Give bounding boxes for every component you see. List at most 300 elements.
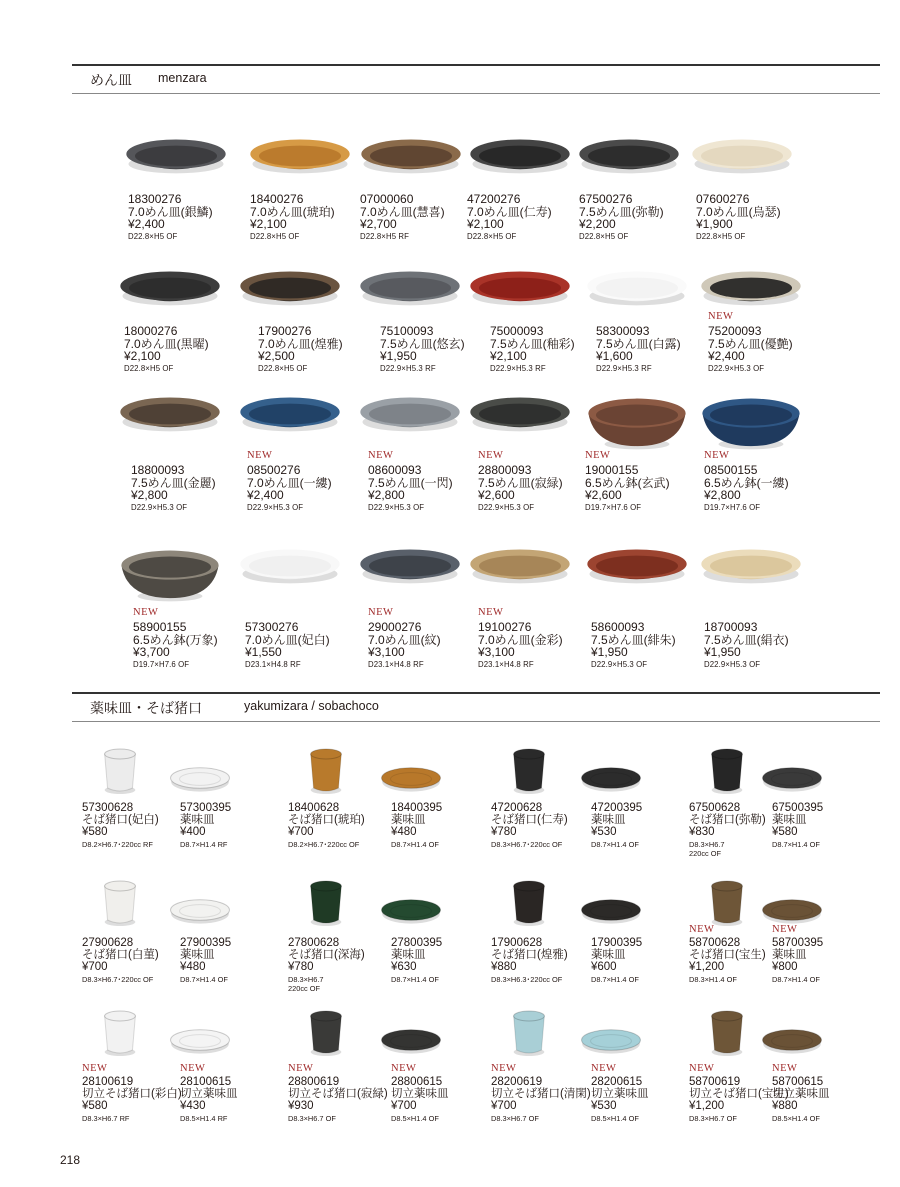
header-rule xyxy=(72,93,880,94)
product-card xyxy=(82,1010,182,1125)
product-dim: D8.5×H1.4 OF xyxy=(391,1114,439,1124)
product-price: ¥430 xyxy=(180,1100,206,1113)
product-code: 27900628 xyxy=(82,937,134,949)
product-info xyxy=(391,937,442,984)
dish-image xyxy=(379,894,443,930)
product-name: 切立薬味皿 xyxy=(772,1088,830,1101)
product-name: 7.5めん皿(白露) xyxy=(596,336,681,351)
product-info xyxy=(368,464,453,512)
product-card xyxy=(491,1010,591,1125)
cup-image xyxy=(505,880,553,930)
product-code: 58900155 xyxy=(133,620,187,634)
section-title-en: yakumizara / sobachoco xyxy=(244,699,379,713)
product-name: 7.0めん皿(烏瑟) xyxy=(696,204,781,219)
product-code: 08600093 xyxy=(368,463,422,477)
product-code: 28800093 xyxy=(478,463,532,477)
product-card xyxy=(288,1010,388,1125)
product-dim: D22.9×H5.3 OF xyxy=(704,659,761,669)
plate-image xyxy=(236,540,356,610)
product-name: 薬味皿 xyxy=(391,949,426,962)
product-info xyxy=(288,1076,388,1123)
product-price: ¥530 xyxy=(591,826,617,839)
plate-image xyxy=(575,130,695,200)
product-dim: D23.1×H4.8 RF xyxy=(245,659,301,669)
product-code: 18400395 xyxy=(391,802,443,814)
cup-image xyxy=(302,1010,350,1060)
product-price: ¥2,400 xyxy=(128,217,165,232)
product-info xyxy=(467,193,552,241)
product-dim: D19.7×H7.6 OF xyxy=(585,502,642,512)
new-badge: NEW xyxy=(591,1063,617,1074)
product-info xyxy=(391,1076,449,1123)
product-code: 17900276 xyxy=(258,324,312,338)
new-badge: NEW xyxy=(704,450,730,461)
product-name: 7.0めん皿(黒曜) xyxy=(124,336,209,351)
product-dim: D8.7×H1.4 OF xyxy=(591,975,639,985)
product-dim: D22.9×H5.3 RF xyxy=(490,363,546,373)
product-dim: D8.3×H6.7 RF xyxy=(82,1114,130,1124)
product-card xyxy=(236,388,376,548)
product-dim: D8.3×H6.7 OF xyxy=(689,1114,737,1124)
page-number: 218 xyxy=(60,1153,81,1167)
product-price: ¥880 xyxy=(772,1100,798,1113)
product-code: 58300093 xyxy=(596,324,650,338)
product-info xyxy=(368,621,441,669)
plate-image xyxy=(356,540,476,610)
product-code: 58700619 xyxy=(689,1076,741,1088)
product-price: ¥480 xyxy=(391,826,417,839)
header-rule xyxy=(72,64,880,66)
product-name: 7.5めん皿(絹衣) xyxy=(704,632,789,647)
product-card xyxy=(180,1010,280,1125)
product-price: ¥700 xyxy=(491,1100,517,1113)
product-dim: D22.8×H5 OF xyxy=(467,231,517,241)
bowl-image xyxy=(697,388,817,458)
product-card xyxy=(391,748,491,863)
product-price: ¥1,950 xyxy=(591,645,628,660)
product-info xyxy=(491,937,568,984)
product-price: ¥2,100 xyxy=(124,349,161,364)
product-dim: D8.7×H1.4 OF xyxy=(772,975,820,985)
product-info xyxy=(128,193,213,241)
product-info xyxy=(131,464,216,512)
product-price: ¥2,700 xyxy=(360,217,397,232)
product-code: 75000093 xyxy=(490,324,544,338)
dish-image xyxy=(579,1024,643,1060)
new-badge: NEW xyxy=(689,924,715,935)
product-name: 切立そば猪口(彩白) xyxy=(82,1088,182,1101)
product-dim: D22.9×H5.3 OF xyxy=(131,502,188,512)
product-info xyxy=(82,802,159,849)
product-dim: D22.9×H5.3 OF xyxy=(368,502,425,512)
product-code: 28100619 xyxy=(82,1076,134,1088)
product-name: 7.5めん皿(優艶) xyxy=(708,336,793,351)
product-dim: D8.7×H1.4 OF xyxy=(180,975,228,985)
dish-image xyxy=(168,762,232,798)
product-code: 17900628 xyxy=(491,937,543,949)
product-card xyxy=(697,388,837,548)
product-dim: D8.2×H6.7･220cc OF xyxy=(288,840,360,850)
plate-image xyxy=(697,540,817,610)
product-info xyxy=(591,1076,649,1123)
product-dim: D8.3×H6.7･220cc OF xyxy=(491,840,563,850)
product-name: そば猪口(仁寿) xyxy=(491,814,568,827)
product-name: 薬味皿 xyxy=(591,949,626,962)
product-dim: D8.3×H6.7 220cc OF xyxy=(689,840,725,859)
product-info xyxy=(82,937,159,984)
product-code: 47200395 xyxy=(591,802,643,814)
product-code: 75100093 xyxy=(380,324,434,338)
product-price: ¥630 xyxy=(391,961,417,974)
product-price: ¥2,800 xyxy=(131,488,168,503)
product-price: ¥1,200 xyxy=(689,961,725,974)
new-badge: NEW xyxy=(368,450,394,461)
product-name: そば猪口(煌雅) xyxy=(491,949,568,962)
product-name: 7.0めん皿(琥珀) xyxy=(250,204,335,219)
plate-image xyxy=(116,388,236,458)
product-info xyxy=(247,464,332,512)
product-name: 切立そば猪口(寂緑) xyxy=(288,1088,388,1101)
cup-image xyxy=(703,880,751,930)
product-code: 27800628 xyxy=(288,937,340,949)
product-info xyxy=(708,325,793,373)
product-dim: D22.9×H5.3 OF xyxy=(591,659,648,669)
product-card xyxy=(82,880,182,995)
product-dim: D8.3×H6.7 OF xyxy=(288,1114,336,1124)
product-price: ¥580 xyxy=(82,1100,108,1113)
product-price: ¥700 xyxy=(391,1100,417,1113)
product-name: 7.0めん皿(慧喜) xyxy=(360,204,445,219)
product-price: ¥2,400 xyxy=(247,488,284,503)
cup-image xyxy=(96,748,144,798)
cup-image xyxy=(505,748,553,798)
product-name: 切立薬味皿 xyxy=(180,1088,238,1101)
product-name: 6.5めん鉢(万象) xyxy=(133,632,218,647)
product-name: 薬味皿 xyxy=(772,949,807,962)
product-name: 6.5めん鉢(一縷) xyxy=(704,475,789,490)
product-code: 18000276 xyxy=(124,324,178,338)
product-dim: D8.3×H6.7･220cc OF xyxy=(82,975,154,985)
product-dim: D8.5×H1.4 OF xyxy=(772,1114,820,1124)
plate-image xyxy=(357,130,477,200)
product-price: ¥2,100 xyxy=(250,217,287,232)
product-code: 58700615 xyxy=(772,1076,824,1088)
product-code: 08500155 xyxy=(704,463,758,477)
product-info xyxy=(180,802,231,849)
product-price: ¥780 xyxy=(491,826,517,839)
product-info xyxy=(478,621,563,669)
product-code: 28800615 xyxy=(391,1076,443,1088)
product-dim: D22.8×H5 OF xyxy=(124,363,174,373)
product-dim: D8.7×H1.4 OF xyxy=(772,840,820,850)
cup-image xyxy=(96,880,144,930)
product-info xyxy=(490,325,575,373)
product-dim: D22.8×H5 OF xyxy=(250,231,300,241)
plate-image xyxy=(116,262,236,332)
product-code: 18800093 xyxy=(131,463,185,477)
product-code: 28200615 xyxy=(591,1076,643,1088)
section-title-jp: めん皿 xyxy=(90,73,132,89)
product-price: ¥880 xyxy=(491,961,517,974)
product-price: ¥930 xyxy=(288,1100,314,1113)
product-code: 07000060 xyxy=(360,192,414,206)
product-info xyxy=(696,193,781,241)
product-dim: D8.7×H1.4 OF xyxy=(391,975,439,985)
product-price: ¥1,200 xyxy=(689,1100,725,1113)
product-info xyxy=(591,802,642,849)
product-name: 切立そば猪口(清閑) xyxy=(491,1088,591,1101)
product-name: 薬味皿 xyxy=(180,949,215,962)
product-info xyxy=(596,325,681,373)
product-name: 7.5めん皿(寂緑) xyxy=(478,475,563,490)
new-badge: NEW xyxy=(491,1063,517,1074)
product-dim: D8.7×H1.4 OF xyxy=(591,840,639,850)
product-info xyxy=(591,621,676,669)
product-card xyxy=(391,1010,491,1125)
product-price: ¥2,600 xyxy=(478,488,515,503)
bowl-image xyxy=(583,388,703,458)
product-price: ¥580 xyxy=(772,826,798,839)
new-badge: NEW xyxy=(772,1063,798,1074)
product-code: 58600093 xyxy=(591,620,645,634)
new-badge: NEW xyxy=(772,924,798,935)
product-code: 07600276 xyxy=(696,192,750,206)
product-price: ¥3,700 xyxy=(133,645,170,660)
product-name: 7.0めん皿(一縷) xyxy=(247,475,332,490)
plate-image xyxy=(466,130,586,200)
plate-image xyxy=(688,130,808,200)
product-info xyxy=(133,621,218,669)
product-card xyxy=(116,388,256,548)
product-card xyxy=(491,748,591,863)
product-info xyxy=(478,464,563,512)
product-card xyxy=(591,880,691,995)
product-dim: D22.8×H5 OF xyxy=(128,231,178,241)
product-code: 57300276 xyxy=(245,620,299,634)
product-name: 薬味皿 xyxy=(180,814,215,827)
product-name: そば猪口(弥勒) xyxy=(689,814,766,827)
dish-image xyxy=(579,762,643,798)
dish-image xyxy=(760,1024,824,1060)
dish-image xyxy=(379,1024,443,1060)
dish-image xyxy=(168,1024,232,1060)
product-card xyxy=(180,748,280,863)
product-price: ¥400 xyxy=(180,826,206,839)
product-code: 18400628 xyxy=(288,802,340,814)
product-card xyxy=(288,748,388,863)
product-info xyxy=(82,1076,182,1123)
product-name: 切立薬味皿 xyxy=(591,1088,649,1101)
product-price: ¥1,600 xyxy=(596,349,633,364)
plate-image xyxy=(356,388,476,458)
product-name: 切立薬味皿 xyxy=(391,1088,449,1101)
product-dim: D8.5×H1.4 RF xyxy=(180,1114,228,1124)
product-price: ¥2,600 xyxy=(585,488,622,503)
plate-image xyxy=(583,540,703,610)
product-name: 薬味皿 xyxy=(391,814,426,827)
plate-image xyxy=(356,262,476,332)
product-info xyxy=(772,937,823,984)
plate-image xyxy=(236,388,356,458)
dish-image xyxy=(579,894,643,930)
plate-image xyxy=(466,388,586,458)
product-info xyxy=(579,193,664,241)
product-dim: D8.3×H1.4 OF xyxy=(689,975,737,985)
cup-image xyxy=(505,1010,553,1060)
product-name: 7.0めん皿(紋) xyxy=(368,632,441,647)
product-info xyxy=(689,937,766,984)
product-info xyxy=(180,937,231,984)
product-code: 08500276 xyxy=(247,463,301,477)
product-card xyxy=(391,880,491,995)
product-code: 28200619 xyxy=(491,1076,543,1088)
product-info xyxy=(288,937,365,994)
product-name: 薬味皿 xyxy=(772,814,807,827)
product-info xyxy=(258,325,343,373)
product-dim: D22.9×H5.3 RF xyxy=(596,363,652,373)
product-card xyxy=(591,1010,691,1125)
product-name: 7.5めん皿(弥勒) xyxy=(579,204,664,219)
product-price: ¥3,100 xyxy=(478,645,515,660)
product-dim: D8.7×H1.4 RF xyxy=(180,840,228,850)
product-price: ¥700 xyxy=(288,826,314,839)
product-price: ¥1,900 xyxy=(696,217,733,232)
plate-image xyxy=(236,262,356,332)
product-dim: D8.2×H6.7･220cc RF xyxy=(82,840,153,850)
product-dim: D8.3×H6.7 220cc OF xyxy=(288,975,324,994)
product-card xyxy=(236,540,376,700)
product-info xyxy=(250,193,335,241)
product-name: そば猪口(妃白) xyxy=(82,814,159,827)
product-info xyxy=(689,802,766,859)
product-code: 58700395 xyxy=(772,937,824,949)
product-name: そば猪口(琥珀) xyxy=(288,814,365,827)
product-card xyxy=(288,880,388,995)
product-name: そば猪口(宝生) xyxy=(689,949,766,962)
product-code: 18700093 xyxy=(704,620,758,634)
product-code: 17900395 xyxy=(591,937,643,949)
new-badge: NEW xyxy=(391,1063,417,1074)
product-price: ¥2,200 xyxy=(579,217,616,232)
product-dim: D19.7×H7.6 OF xyxy=(704,502,761,512)
product-info xyxy=(585,464,670,512)
product-dim: D22.8×H5 OF xyxy=(579,231,629,241)
header-rule xyxy=(72,721,880,722)
section-header-menzara xyxy=(72,64,880,94)
product-card xyxy=(772,880,872,995)
product-code: 67500628 xyxy=(689,802,741,814)
product-price: ¥3,100 xyxy=(368,645,405,660)
product-code: 28100615 xyxy=(180,1076,232,1088)
header-rule xyxy=(72,692,880,694)
product-info xyxy=(591,937,642,984)
product-card xyxy=(772,748,872,863)
new-badge: NEW xyxy=(82,1063,108,1074)
product-name: 7.5めん皿(一閃) xyxy=(368,475,453,490)
product-name: そば猪口(白菫) xyxy=(82,949,159,962)
cup-image xyxy=(302,880,350,930)
product-name: 7.5めん皿(緋朱) xyxy=(591,632,676,647)
product-name: 7.5めん皿(金麗) xyxy=(131,475,216,490)
new-badge: NEW xyxy=(247,450,273,461)
product-price: ¥2,500 xyxy=(258,349,295,364)
new-badge: NEW xyxy=(689,1063,715,1074)
product-price: ¥800 xyxy=(772,961,798,974)
product-info xyxy=(704,464,789,512)
product-dim: D22.9×H5.3 OF xyxy=(247,502,304,512)
new-badge: NEW xyxy=(478,450,504,461)
product-card xyxy=(116,540,256,700)
product-name: 切立そば猪口(宝生) xyxy=(689,1088,789,1101)
product-name: 7.5めん皿(釉彩) xyxy=(490,336,575,351)
cup-image xyxy=(703,1010,751,1060)
product-card xyxy=(591,748,691,863)
section-title-jp: 薬味皿・そば猪口 xyxy=(90,701,202,717)
product-price: ¥2,100 xyxy=(490,349,527,364)
product-name: 7.0めん皿(妃白) xyxy=(245,632,330,647)
product-card xyxy=(491,880,591,995)
product-dim: D23.1×H4.8 RF xyxy=(478,659,534,669)
new-badge: NEW xyxy=(180,1063,206,1074)
product-dim: D22.9×H5.3 OF xyxy=(708,363,765,373)
product-dim: D8.3×H6.7 OF xyxy=(491,1114,539,1124)
plate-image xyxy=(246,130,366,200)
product-price: ¥480 xyxy=(180,961,206,974)
product-price: ¥2,400 xyxy=(708,349,745,364)
product-name: 7.0めん皿(煌雅) xyxy=(258,336,343,351)
new-badge: NEW xyxy=(368,607,394,618)
product-price: ¥780 xyxy=(288,961,314,974)
dish-image xyxy=(379,762,443,798)
product-info xyxy=(245,621,330,669)
product-dim: D22.8×H5 OF xyxy=(696,231,746,241)
product-code: 28800619 xyxy=(288,1076,340,1088)
product-dim: D8.7×H1.4 OF xyxy=(391,840,439,850)
product-name: 7.0めん皿(銀鱗) xyxy=(128,204,213,219)
product-info xyxy=(772,1076,830,1123)
bowl-image xyxy=(116,540,236,610)
product-code: 47200276 xyxy=(467,192,521,206)
plate-image xyxy=(122,130,242,200)
product-card xyxy=(697,540,837,700)
section-header-yakumizara xyxy=(72,692,880,722)
product-code: 67500395 xyxy=(772,802,824,814)
dish-image xyxy=(760,762,824,798)
product-code: 27800395 xyxy=(391,937,443,949)
product-dim: D22.8×H5 RF xyxy=(360,231,409,241)
product-price: ¥1,950 xyxy=(704,645,741,660)
product-info xyxy=(391,802,442,849)
product-code: 67500276 xyxy=(579,192,633,206)
product-info xyxy=(380,325,465,373)
product-code: 19100276 xyxy=(478,620,532,634)
product-dim: D22.9×H5.3 RF xyxy=(380,363,436,373)
cup-image xyxy=(302,748,350,798)
new-badge: NEW xyxy=(478,607,504,618)
product-code: 18300276 xyxy=(128,192,182,206)
product-code: 47200628 xyxy=(491,802,543,814)
product-name: 6.5めん鉢(玄武) xyxy=(585,475,670,490)
product-price: ¥600 xyxy=(591,961,617,974)
product-price: ¥1,550 xyxy=(245,645,282,660)
product-info xyxy=(124,325,209,373)
product-name: 7.0めん皿(仁寿) xyxy=(467,204,552,219)
product-name: そば猪口(深海) xyxy=(288,949,365,962)
product-info xyxy=(180,1076,238,1123)
product-code: 57300628 xyxy=(82,802,134,814)
product-dim: D22.8×H5 OF xyxy=(258,363,308,373)
product-info xyxy=(704,621,789,669)
